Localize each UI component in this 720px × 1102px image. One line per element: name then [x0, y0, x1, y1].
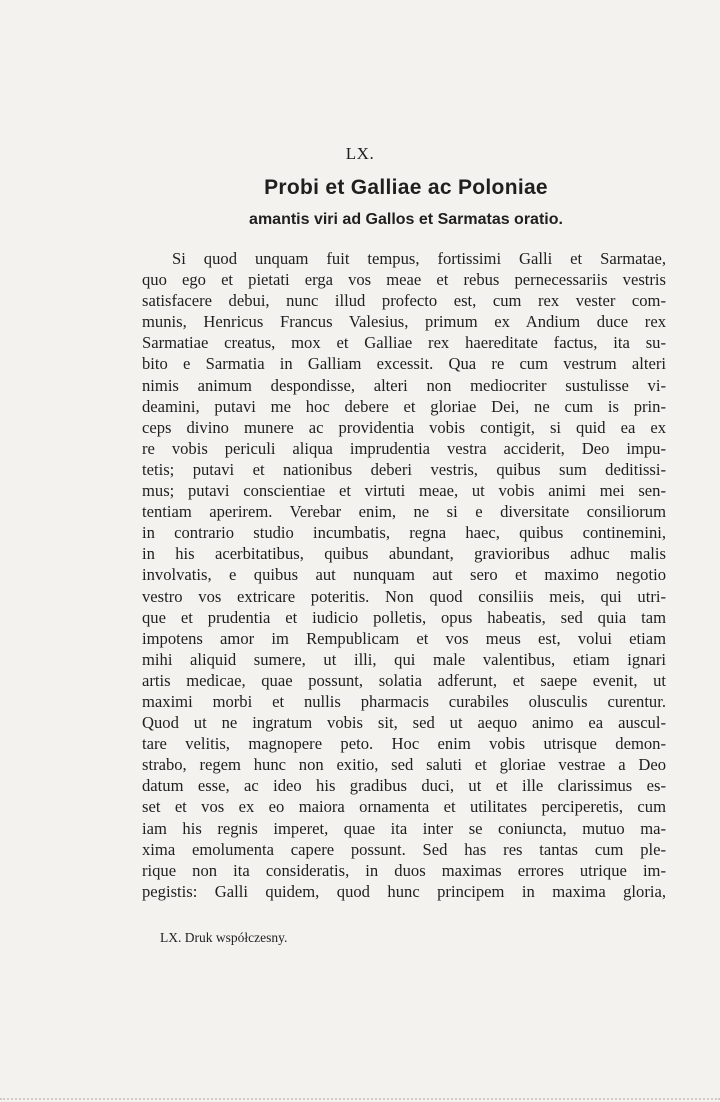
text-line: ceps divino munere ac providentia vobis contigit, si quid ea ex [142, 417, 666, 437]
text-line: involvatis, e quibus aut nunquam aut sero et maximo negotio [142, 565, 666, 585]
text-line: tetis; putavi et nationibus deberi vestris, quibus sum deditissi- [142, 459, 666, 479]
document-title: Probi et Galliae ac Poloniae [264, 176, 548, 199]
text-line: pegistis: Galli quidem, quod hunc principem in maxima gloria, [142, 881, 666, 901]
text-line: Sarmatiae creatus, mox et Galliae rex haereditate factus, ita su- [142, 333, 666, 353]
text-line: Quod ut ne ingratum vobis sit, sed ut aequo animo ea auscul- [142, 713, 666, 733]
text-line: tare velitis, magnopere peto. Hoc enim vobis utrisque demon- [142, 734, 666, 754]
text-line: maximi morbi et nullis pharmacis curabiles olusculis curentur. [142, 691, 666, 711]
text-line: que et prudentia et iudicio polletis, opus habeatis, sed quia tam [142, 607, 666, 627]
text-line: bito e Sarmatia in Galliam excessit. Qua re cum vestrum alteri [142, 354, 666, 374]
body-text [142, 248, 666, 902]
document-subtitle: amantis viri ad Gallos et Sarmatas oratio. [249, 211, 563, 228]
text-line: munis, Henricus Francus Valesius, primum ex Andium duce rex [142, 312, 666, 332]
text-line: xima emolumenta capere possunt. Sed has res tantas cum ple- [142, 839, 666, 859]
text-line: in his acerbitatibus, quibus abundant, gravioribus adhuc malis [142, 544, 666, 564]
text-line: set et vos ex eo maiora ornamenta et utilitates perciperetis, cum [142, 797, 666, 817]
text-line: datum esse, ac ideo his gradibus duci, ut et ille clarissimus es- [142, 776, 666, 796]
text-line: re vobis periculi aliqua imprudentia vestra acciderit, Deo impu- [142, 438, 666, 458]
text-line: artis medicae, quae possunt, solatia adferunt, et saepe evenit, ut [142, 670, 666, 690]
text-line: mihi aliquid sumere, ut illi, qui male valentibus, etiam ignari [142, 649, 666, 669]
text-line: nimis animum despondisse, alteri non mediocriter sustulisse vi- [142, 375, 666, 395]
text-line: iam his regnis imperet, quae ita inter se coniuncta, mutuo ma- [142, 818, 666, 838]
scan-edge-marks [0, 1094, 720, 1100]
text-line: satisfacere debui, nunc illud profecto est, cum rex vester com- [142, 291, 666, 311]
text-line: vestro vos extricare poteritis. Non quod consiliis meis, qui utri- [142, 586, 666, 606]
text-line: impotens amor im Rempublicam et vos meus est, volui etiam [142, 628, 666, 648]
text-line: quo ego et pietati erga vos meae et rebus pernecessariis vestris [142, 270, 666, 290]
chapter-number: LX. [345, 144, 375, 163]
text-line: deamini, putavi me hoc debere et gloriae Dei, ne cum is prin- [142, 396, 666, 416]
footnote: LX. Druk współczesny. [160, 930, 288, 945]
text-line: Si quod unquam fuit tempus, fortissimi Galli et Sarmatae, [172, 249, 666, 268]
text-line: tentiam aperirem. Verebar enim, ne si e diversitate consiliorum [142, 502, 666, 522]
text-line: rique non ita consideratis, in duos maximas errores utrique im- [142, 860, 666, 880]
text-line: strabo, regem hunc non exitio, sed saluti et gloriae vestrae a Deo [142, 755, 666, 775]
text-line: mus; putavi conscientiae et virtuti meae, ut vobis animi mei sen- [142, 481, 666, 501]
text-line: in contrario studio incumbatis, regna haec, quibus continemini, [142, 523, 666, 543]
